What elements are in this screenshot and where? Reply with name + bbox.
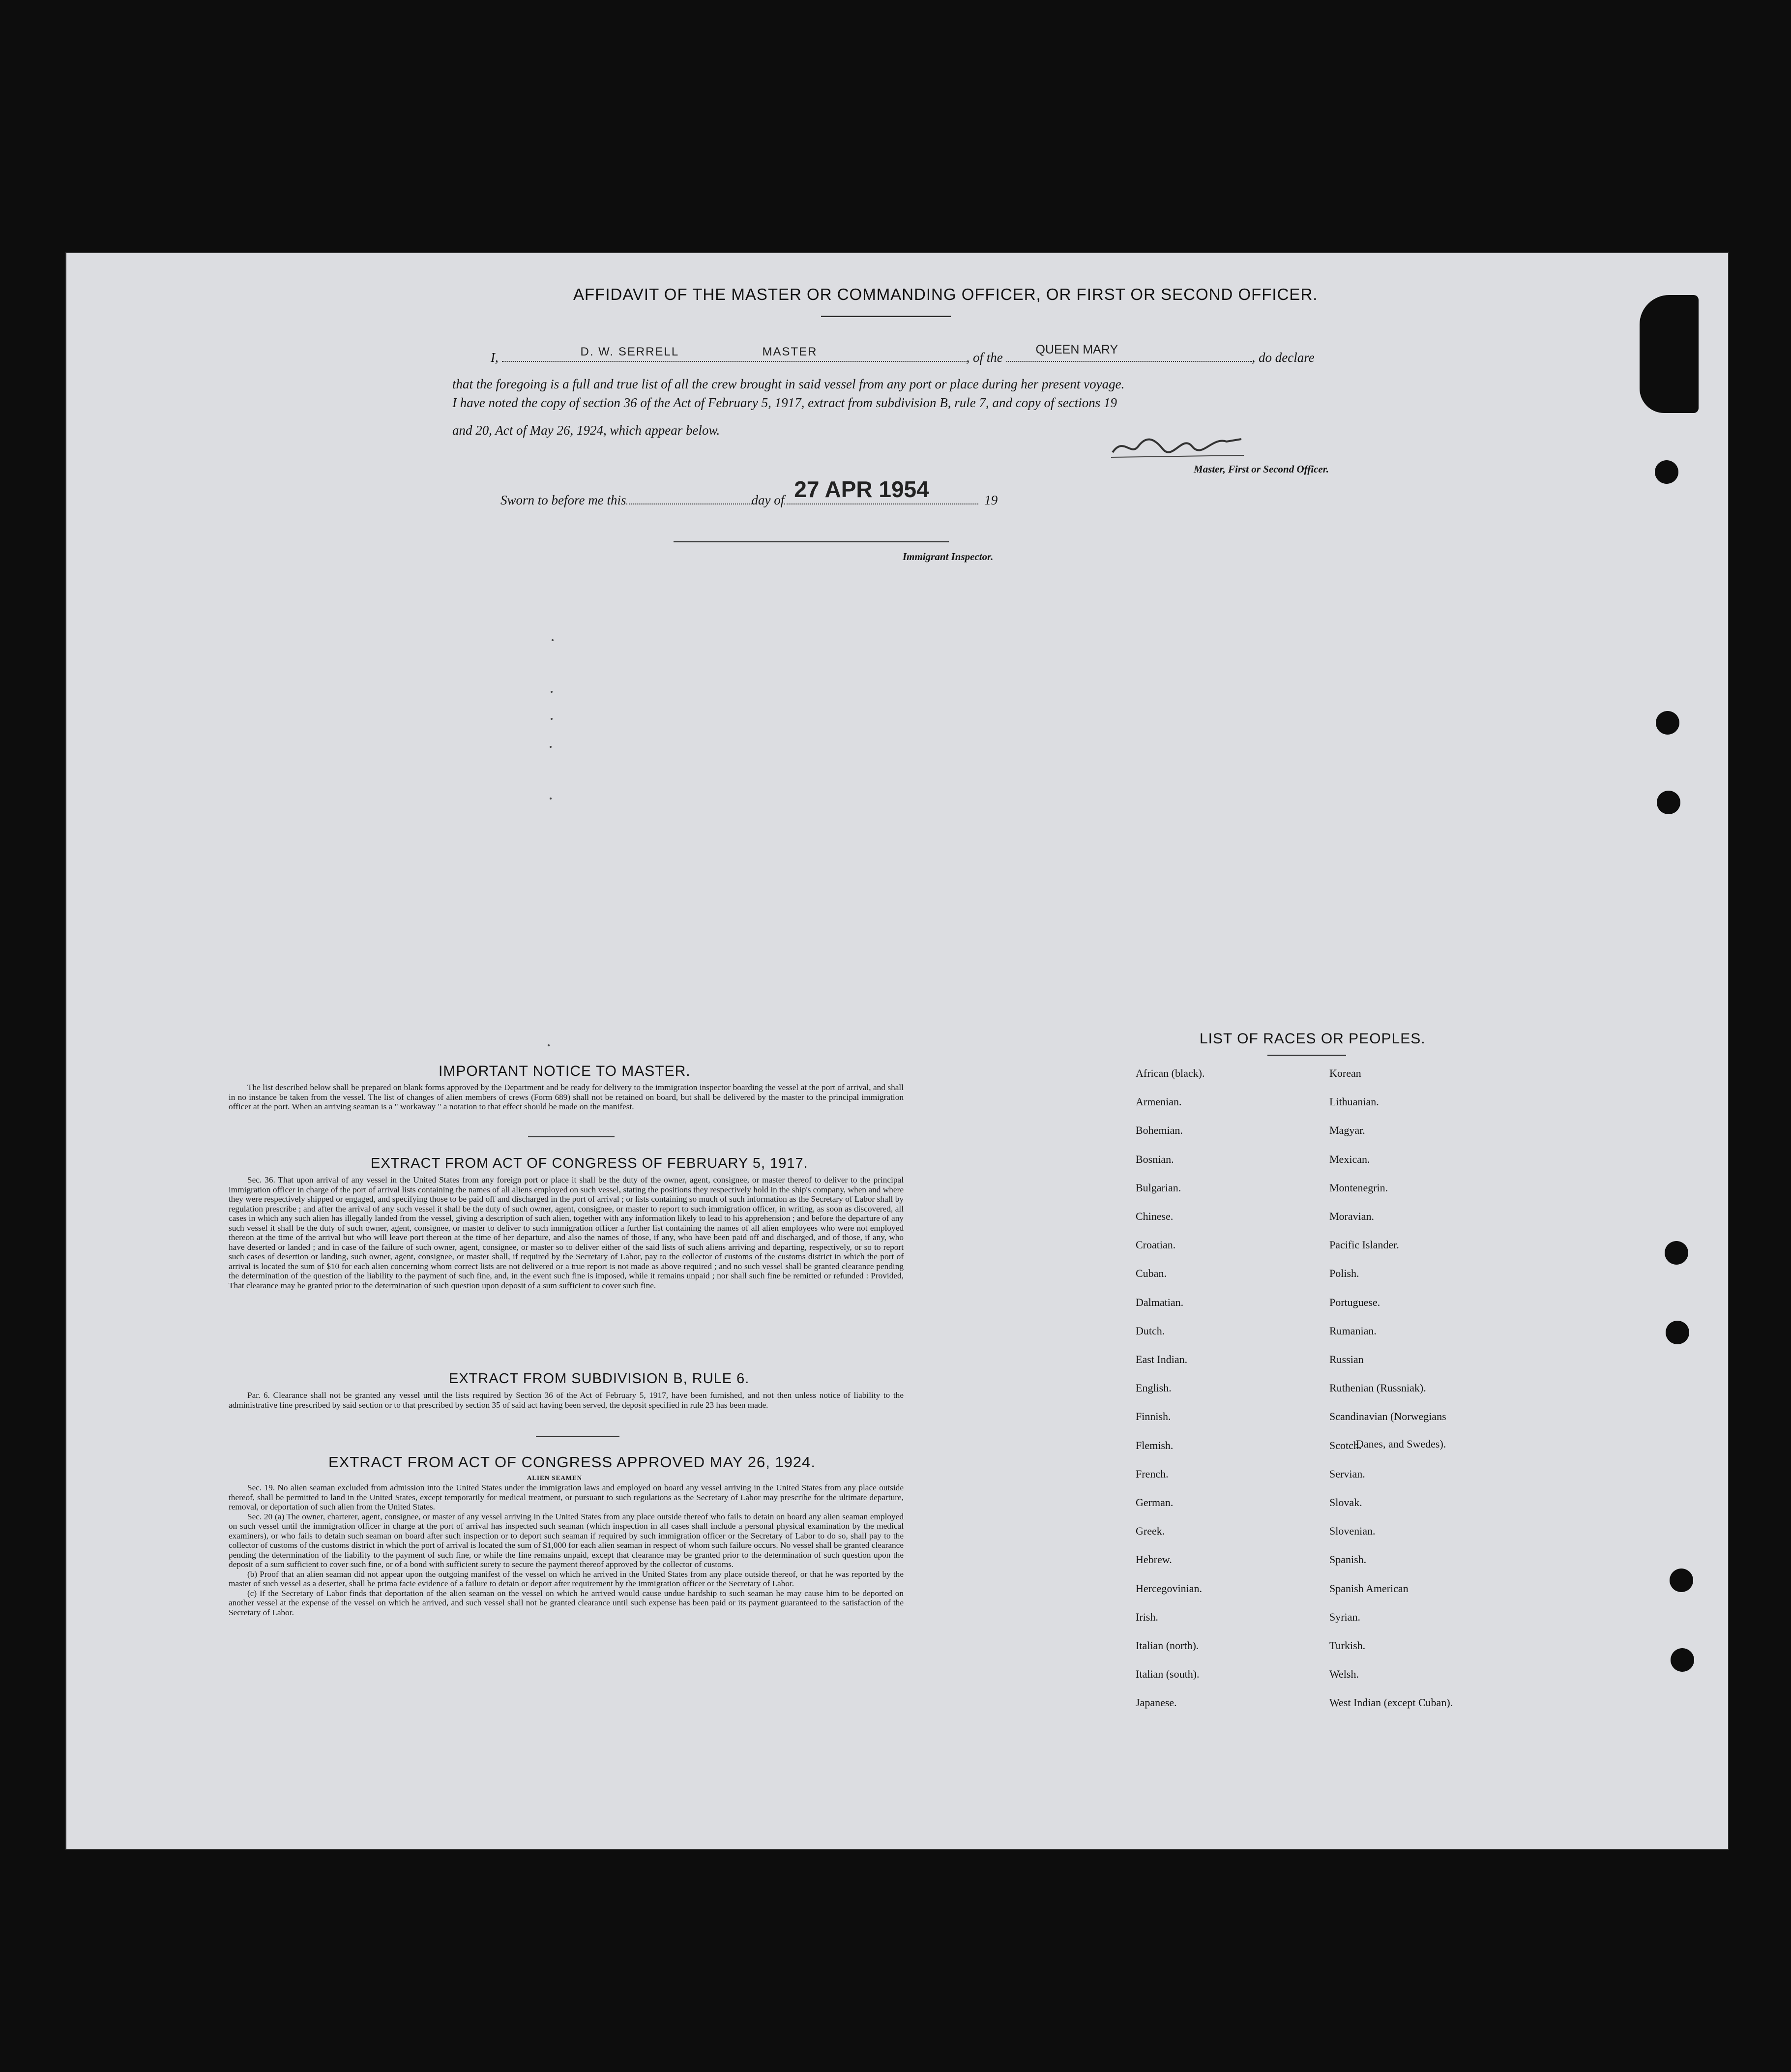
- extract-1924-paragraph: Sec. 19. No alien seaman excluded from admission into the United States under the immigration laws and employed on board any vessel arriving in the United States from any place outside thereof, shall be permitted to land in the United States, except temporarily for medical treatment, or pursuant to such regulations as the Secretary of Labor may prescribe for the ultimate departure, removal, or deportation of such alien from the United States.: [229, 1483, 904, 1511]
- race-item: Slovak.: [1329, 1496, 1362, 1509]
- race-item: Hercegovinian.: [1136, 1582, 1202, 1595]
- race-item: Mexican.: [1329, 1153, 1370, 1165]
- race-item: Japanese.: [1136, 1696, 1177, 1709]
- affidavit-title: AFFIDAVIT OF THE MASTER OR COMMANDING OFFICER, OR FIRST OR SECOND OFFICER.: [573, 285, 1318, 303]
- race-item: Lithuanian.: [1329, 1095, 1379, 1108]
- of-the-label: , of the: [966, 350, 1003, 365]
- race-item: Italian (south).: [1136, 1668, 1200, 1681]
- vessel-name-stamp: QUEEN MARY: [1035, 343, 1118, 356]
- race-item: French.: [1136, 1467, 1169, 1480]
- race-item: English.: [1136, 1382, 1172, 1394]
- ink-blot: [1640, 295, 1699, 413]
- officer-name-handwritten: D. W. SERRELL: [580, 345, 679, 358]
- do-declare-label: , do declare: [1252, 350, 1315, 365]
- race-item: African (black).: [1136, 1067, 1205, 1079]
- race-item: Welsh.: [1329, 1668, 1359, 1681]
- rule6-paragraph: Par. 6. Clearance shall not be granted any vessel until the lists required by Section 36 of the Act of February 5, 1917, have been furnished, and not then unless notice of liability to the administrative fine prescribed by said section or to that prescribed by section 35 of said act having been served, the deposit specified in rule 23 has been made.: [229, 1391, 904, 1410]
- race-item: East Indian.: [1136, 1353, 1188, 1365]
- race-item-continuation: Danes, and Swedes).: [1356, 1438, 1446, 1450]
- extract-1924-paragraph: Sec. 20 (a) The owner, charterer, agent, consignee, or master of any vessel arriving in the United States from any place outside thereof who fails to detain on board any alien seaman employed on such vessel until the immigration officer in charge at the port of arrival has inspected such seaman (which inspection in all cases shall include a personal physical examination by the medical examiners), or who fails to detain such seaman on board after such inspection or to deport such seaman if required by such immigration officer or the Secretary of Labor to do so, shall pay to the collector of customs of the customs district in which the port of arrival is located the sum of $1,000 for each alien seaman in respect of whom such failure occurs. No vessel shall be granted clearance pending the determination of the liability to the payment of such fine, or while the fine remains unpaid, except that clearance may be granted prior to the determination of such question upon the deposit of a sum sufficient to cover such fine, or of a bond with sufficient surety to secure the payment thereof approved by the collector of customs.: [229, 1511, 904, 1569]
- race-item: Spanish American: [1329, 1582, 1409, 1595]
- punch-hole: [1666, 1321, 1689, 1344]
- race-item: Spanish.: [1329, 1553, 1367, 1566]
- punch-hole: [1655, 460, 1678, 484]
- punch-hole: [1670, 1569, 1693, 1592]
- race-item: Polish.: [1329, 1267, 1359, 1280]
- divider: [528, 1136, 615, 1137]
- sworn-prefix: Sworn to before me this: [500, 493, 626, 507]
- extract-1924-paragraph: (b) Proof that an alien seaman did not appear upon the outgoing manifest of the vessel on which he arrived in the United States from any place outside thereof, or that he was reported by the master of such vessel as a deserter, shall be prima facie evidence of a failure to detain or deport after requirement by the immigration officer or the Secretary of Labor.: [229, 1569, 904, 1588]
- race-item: Moravian.: [1329, 1210, 1375, 1222]
- extract-1917-body: [229, 1175, 904, 1290]
- affidavit-line-3: I have noted the copy of section 36 of the Act of February 5, 1917, extract from subdivision B, rule 7, and copy of sections 19: [452, 395, 1117, 410]
- extract-1924-paragraph: (c) If the Secretary of Labor finds that deportation of the alien seaman on the vessel on which he arrived would cause undue hardship to such seaman he may cause him to be deported on another vessel at the expense of the vessel on which he arrived, and such vessel shall not be granted clearance until such expense has been paid or its payment guaranteed to the satisfaction of the Secretary of Labor.: [229, 1588, 904, 1617]
- rule6-title: EXTRACT FROM SUBDIVISION B, RULE 6.: [449, 1371, 750, 1387]
- divider: [536, 1436, 619, 1437]
- race-item: Flemish.: [1136, 1439, 1174, 1451]
- race-item: Cuban.: [1136, 1267, 1167, 1280]
- punch-hole: [1657, 791, 1680, 814]
- race-item: Scandinavian (Norwegians: [1329, 1410, 1446, 1423]
- race-item: Russian: [1329, 1353, 1364, 1365]
- extract-1924-title: EXTRACT FROM ACT OF CONGRESS APPROVED MAY 26, 1924.: [328, 1453, 816, 1471]
- race-item: Irish.: [1136, 1610, 1158, 1623]
- speck: [552, 639, 554, 641]
- officer-rank-handwritten: MASTER: [762, 345, 818, 358]
- race-item: Bosnian.: [1136, 1153, 1174, 1165]
- sworn-date-stamp: 27 APR 1954: [794, 476, 929, 502]
- notice-paragraph: The list described below shall be prepared on blank forms approved by the Department and be ready for delivery to the immigration inspector boarding the vessel at the port of arrival, and shall in no instance be taken from the vessel. The list of changes of alien members of crews (Form 689) shall not be retained on board, but shall be delivered by the master to the principal immigration officer at the port. When an arriving seaman is a " workaway " a notation to that effect should be made on the manifest.: [229, 1083, 904, 1111]
- races-title: LIST OF RACES OR PEOPLES.: [1200, 1031, 1426, 1047]
- affidavit-line-4: and 20, Act of May 26, 1924, which appear below.: [452, 423, 720, 438]
- extract-1924-subtitle: ALIEN SEAMEN: [527, 1474, 583, 1481]
- master-signature: [1109, 427, 1246, 461]
- race-item: Dalmatian.: [1136, 1296, 1184, 1308]
- affidavit-title-rule: [821, 316, 951, 317]
- punch-hole: [1671, 1648, 1694, 1672]
- race-item: Croatian.: [1136, 1239, 1176, 1251]
- race-item: Armenian.: [1136, 1095, 1182, 1108]
- race-item: Servian.: [1329, 1467, 1365, 1480]
- races-title-rule: [1267, 1055, 1346, 1056]
- race-item: Magyar.: [1329, 1124, 1365, 1137]
- inspector-caption: Immigrant Inspector.: [903, 551, 994, 562]
- race-item: Montenegrin.: [1329, 1181, 1388, 1194]
- race-item: German.: [1136, 1496, 1174, 1509]
- extract-1924-body: [229, 1483, 904, 1617]
- race-item: Bohemian.: [1136, 1124, 1183, 1137]
- race-item: Rumanian.: [1329, 1324, 1377, 1337]
- sworn-line: [500, 476, 998, 508]
- affidavit-i: I,: [491, 350, 499, 365]
- race-item: Dutch.: [1136, 1324, 1165, 1337]
- vessel-name-field: [1006, 343, 1252, 362]
- race-item: Greek.: [1136, 1525, 1165, 1538]
- affidavit-line-2: that the foregoing is a full and true list of all the crew brought in said vessel from any port or place during her present voyage.: [452, 377, 1125, 391]
- speck: [551, 718, 553, 720]
- race-item: Italian (north).: [1136, 1639, 1199, 1652]
- sworn-year: 19: [984, 493, 998, 507]
- race-item: Finnish.: [1136, 1410, 1171, 1423]
- extract-1917-title: EXTRACT FROM ACT OF CONGRESS OF FEBRUARY 5, 1917.: [371, 1155, 808, 1171]
- race-item: Syrian.: [1329, 1610, 1360, 1623]
- race-item: Ruthenian (Russniak).: [1329, 1382, 1426, 1394]
- speck: [551, 691, 553, 693]
- speck: [550, 746, 552, 748]
- race-item: Bulgarian.: [1136, 1181, 1181, 1194]
- race-item: Portuguese.: [1329, 1296, 1380, 1308]
- race-item: Pacific Islander.: [1329, 1239, 1399, 1251]
- race-item: Korean: [1329, 1067, 1361, 1079]
- speck: [548, 1044, 550, 1046]
- inspector-signature-line: [674, 541, 949, 542]
- signature-caption: Master, First or Second Officer.: [1194, 463, 1329, 475]
- race-item: West Indian (except Cuban).: [1329, 1696, 1453, 1709]
- race-item: Scotch.: [1329, 1439, 1362, 1451]
- sworn-date-field: [784, 476, 978, 504]
- rule6-body: [229, 1391, 904, 1410]
- speck: [550, 798, 552, 799]
- notice-body: [229, 1083, 904, 1112]
- officer-name-field: [502, 345, 967, 362]
- race-item: Slovenian.: [1329, 1525, 1376, 1538]
- sworn-day-label: day of: [751, 493, 785, 507]
- affidavit-line-1: [491, 343, 1315, 365]
- notice-title: IMPORTANT NOTICE TO MASTER.: [439, 1063, 691, 1079]
- race-item: Hebrew.: [1136, 1553, 1172, 1566]
- race-item: Turkish.: [1329, 1639, 1366, 1652]
- race-item: Chinese.: [1136, 1210, 1174, 1222]
- punch-hole: [1665, 1241, 1688, 1265]
- punch-hole: [1656, 711, 1679, 735]
- sworn-day-field: [626, 503, 752, 504]
- extract-1917-paragraph: Sec. 36. That upon arrival of any vessel in the United States from any foreign port or place it shall be the duty of the owner, agent, consignee, or master thereof to deliver to the principal immigration officer in charge of the port of arrival lists containing the names of all aliens employed on such vessel, stating the positions they respectively hold in the ship's company, when and where they were respectively shipped or engaged, and specifying those to be paid off and discharged in the port of arrival ; or lists containing so much of such information as the Secretary of Labor shall by regulation prescribe ; and after the arrival of any such vessel it shall be the duty of such owner, agent, consignee, or master to report to such immigration officer, in writing, as soon as discovered, all cases in which any such alien has illegally landed from the vessel, giving a description of such alien, together with any information likely to lead to his apprehension ; and before the departure of any such vessel it shall be the duty of such owner, agent, consignee, or master to deliver to such immigration officer a further list containing the names of all alien employees who were not employed thereon at the time of the arrival but who will leave port thereon at the time of her departure, and also the names of those, if any, who have been paid off and discharged, and of those, if any, who have deserted or landed ; and in case of the failure of such owner, agent, consignee, or master so to deliver either of the said lists of such aliens arriving and departing, respectively, or so to report such cases of desertion or landing, such owner, agent, consignee, or master shall, if required by the Secretary of Labor, pay to the collector of customs of the customs district in which the port of arrival is located the sum of $10 for each alien concerning whom correct lists are not delivered or a true report is not made as above required ; and no such vessel shall be granted clearance pending the determination of the question of the liability to the payment of such fine, and, in the event such fine is imposed, while it remains unpaid ; nor shall such fine be remitted or refunded : Provided, That clearance may be granted prior to the determination of such question upon deposit of a sum sufficient to cover such fine.: [229, 1175, 904, 1290]
